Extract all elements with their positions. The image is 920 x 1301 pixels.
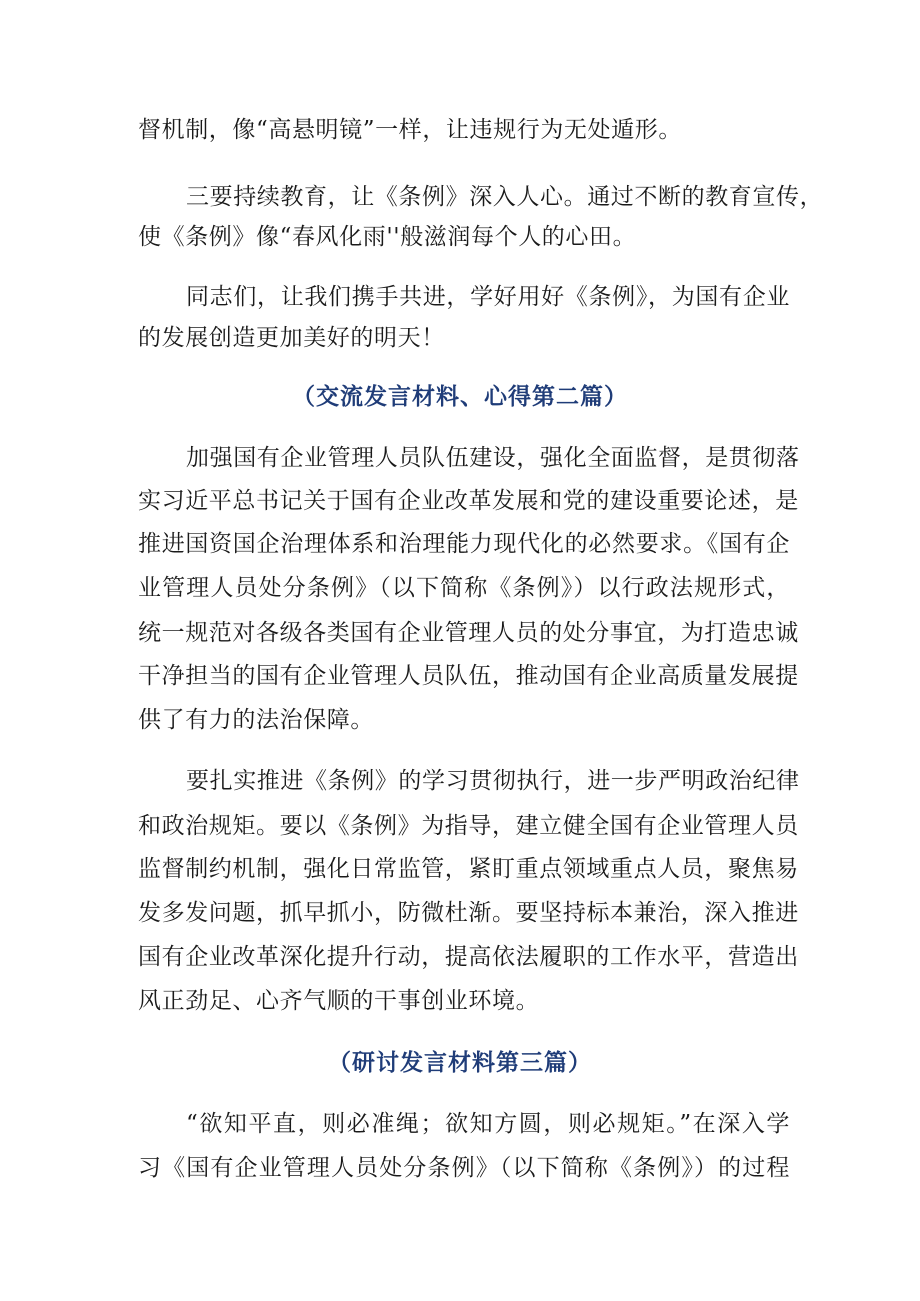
paragraph-line: 要扎实推进《条例》的学习贯彻执行，进一步严明政治纪律 [186,768,800,794]
paragraph-line: “欲知平直，则必准绳；欲知方圆，则必规矩。”在深入学 [186,1111,790,1137]
paragraph-line: 统一规范对各级各类国有企业管理人员的处分事宜，为打造忠诚 [138,620,799,646]
paragraph-line: 习《国有企业管理人员处分条例》（以下简称《条例》）的过程 [138,1155,790,1181]
paragraph-line: 发多发问题，抓早抓小，防微杜渐。要坚持标本兼治，深入推进 [138,900,799,926]
paragraph-line: 和政治规矩。要以《条例》为指导，建立健全国有企业管理人员 [138,813,799,839]
paragraph-line: 供了有力的法治保障。 [138,707,374,733]
paragraph-line: 风正劲足、心齐气顺的干事创业环境。 [138,988,540,1014]
paragraph-line: 监督制约机制，强化日常监管，紧盯重点领域重点人员，聚焦易 [138,856,799,882]
paragraph-line: 干净担当的国有企业管理人员队伍，推动国有企业高质量发展提 [138,663,799,689]
paragraph-line: 业管理人员处分条例》（以下简称《条例》）以行政法规形式， [138,575,790,601]
section-heading: （研讨发言材料第三篇） [328,1049,592,1076]
paragraph-line: 督机制，像“高悬明镜”一样，让违规行为无处遁形。 [138,117,682,143]
section-heading: （交流发言材料、心得第二篇） [292,383,628,410]
paragraph-line: 推进国资国企治理体系和治理能力现代化的必然要求。《国有企 [138,531,790,557]
paragraph-line: 使《条例》像“春风化雨''般滋润每个人的心田。 [138,224,637,250]
paragraph-line: 实习近平总书记关于国有企业改革发展和党的建设重要论述，是 [138,488,799,514]
paragraph-line: 国有企业改革深化提升行动，提高依法履职的工作水平，营造出 [138,944,799,970]
paragraph-line: 三要持续教育，让《条例》深入人心。通过不断的教育宣传， [186,184,824,210]
paragraph-line: 加强国有企业管理人员队伍建设，强化全面监督，是贯彻落 [186,445,800,471]
paragraph-line: 的发展创造更加美好的明天！ [138,325,445,351]
paragraph-line: 同志们，让我们携手共进，学好用好《条例》，为国有企业 [186,284,790,310]
